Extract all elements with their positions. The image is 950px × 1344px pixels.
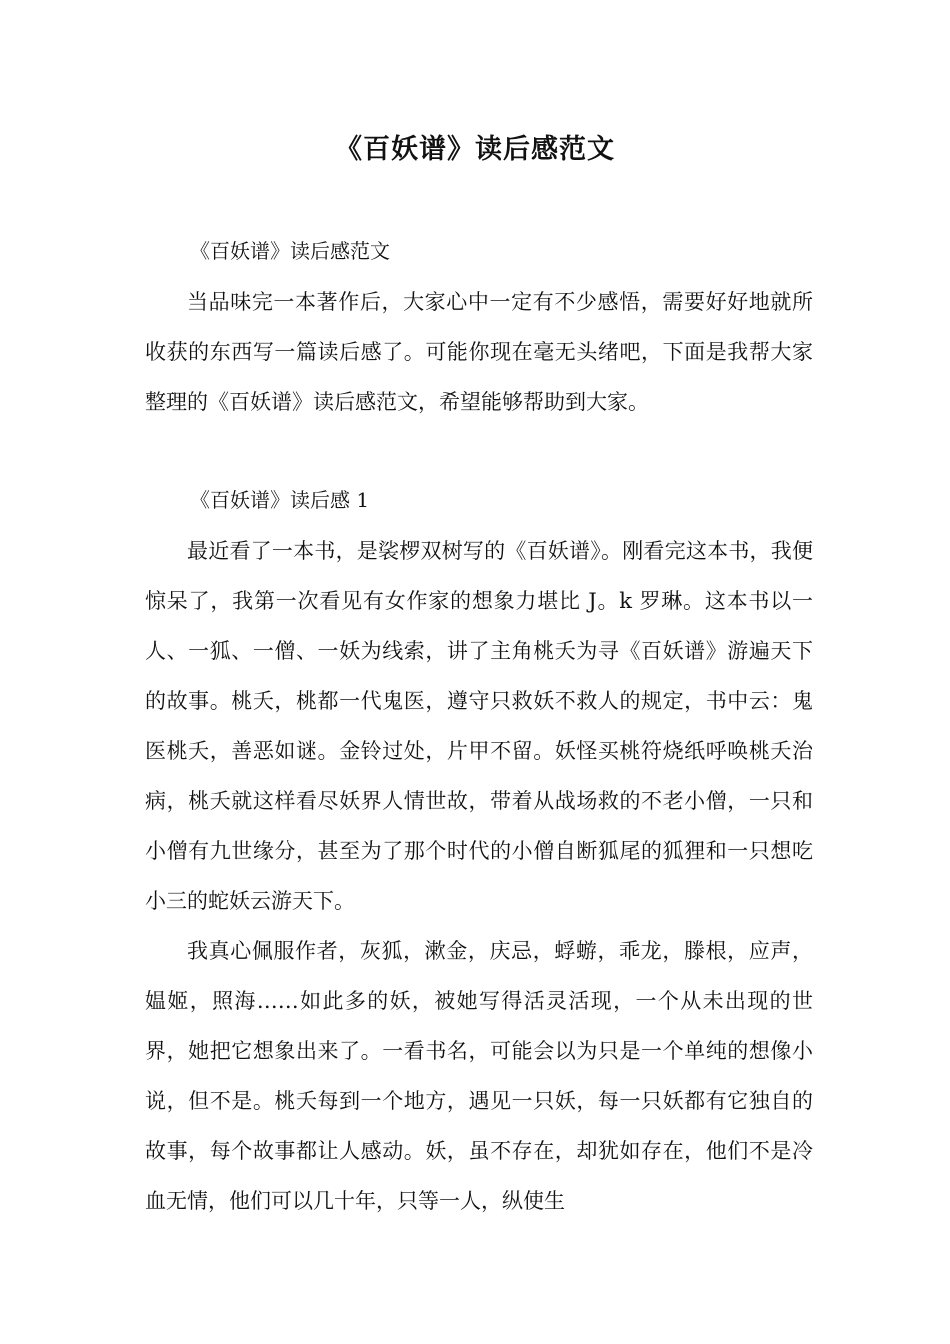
intro-paragraph: 当品味完一本著作后，大家心中一定有不少感悟，需要好好地就所收获的东西写一篇读后感了。可能你现在毫无头绪吧，下面是我帮大家整理的《百妖谱》读后感范文，希望能够帮助到大家。 (145, 290, 813, 414)
section1-paragraph-2: 我真心佩服作者，灰狐，漱金，庆忌，蜉蝣，乖龙，滕根，应声，媪姬，照海……如此多的妖，被她写得活灵活现，一个从未出现的世界，她把它想象出来了。一看书名，可能会以为只是一个单纯的想像小说，但不是。桃夭每到一个地方，遇见一只妖，每一只妖都有它独自的故事，每个故事都让人感动。妖，虽不存在，却犹如存在，他们不是冷血无情，他们可以几十年，只等一人，纵使生 (145, 939, 813, 1213)
section1-heading: 《百妖谱》读后感 1 (190, 488, 370, 512)
document-title: 《百妖谱》读后感范文 (335, 134, 615, 165)
intro-heading: 《百妖谱》读后感范文 (190, 239, 390, 263)
intro-block (145, 277, 813, 427)
section1-paragraph-1: 最近看了一本书，是裟椤双树写的《百妖谱》。刚看完这本书，我便惊呆了，我第一次看见有女作家的想象力堪比 J。k 罗琳。这本书以一人、一狐、一僧、一妖为线索，讲了主角桃夭为寻《百妖谱》游遍天下的故事。桃夭，桃都一代鬼医，遵守只救妖不救人的规定，书中云：鬼医桃夭，善恶如谜。金铃过处，片甲不留。妖怪买桃符烧纸呼唤桃夭治病，桃夭就这样看尽妖界人情世故，带着从战场救的不老小僧，一只和小僧有九世缘分，甚至为了那个时代的小僧自断狐尾的狐狸和一只想吃小三的蛇妖云游天下。 (145, 539, 813, 913)
section1-block (145, 526, 813, 1226)
